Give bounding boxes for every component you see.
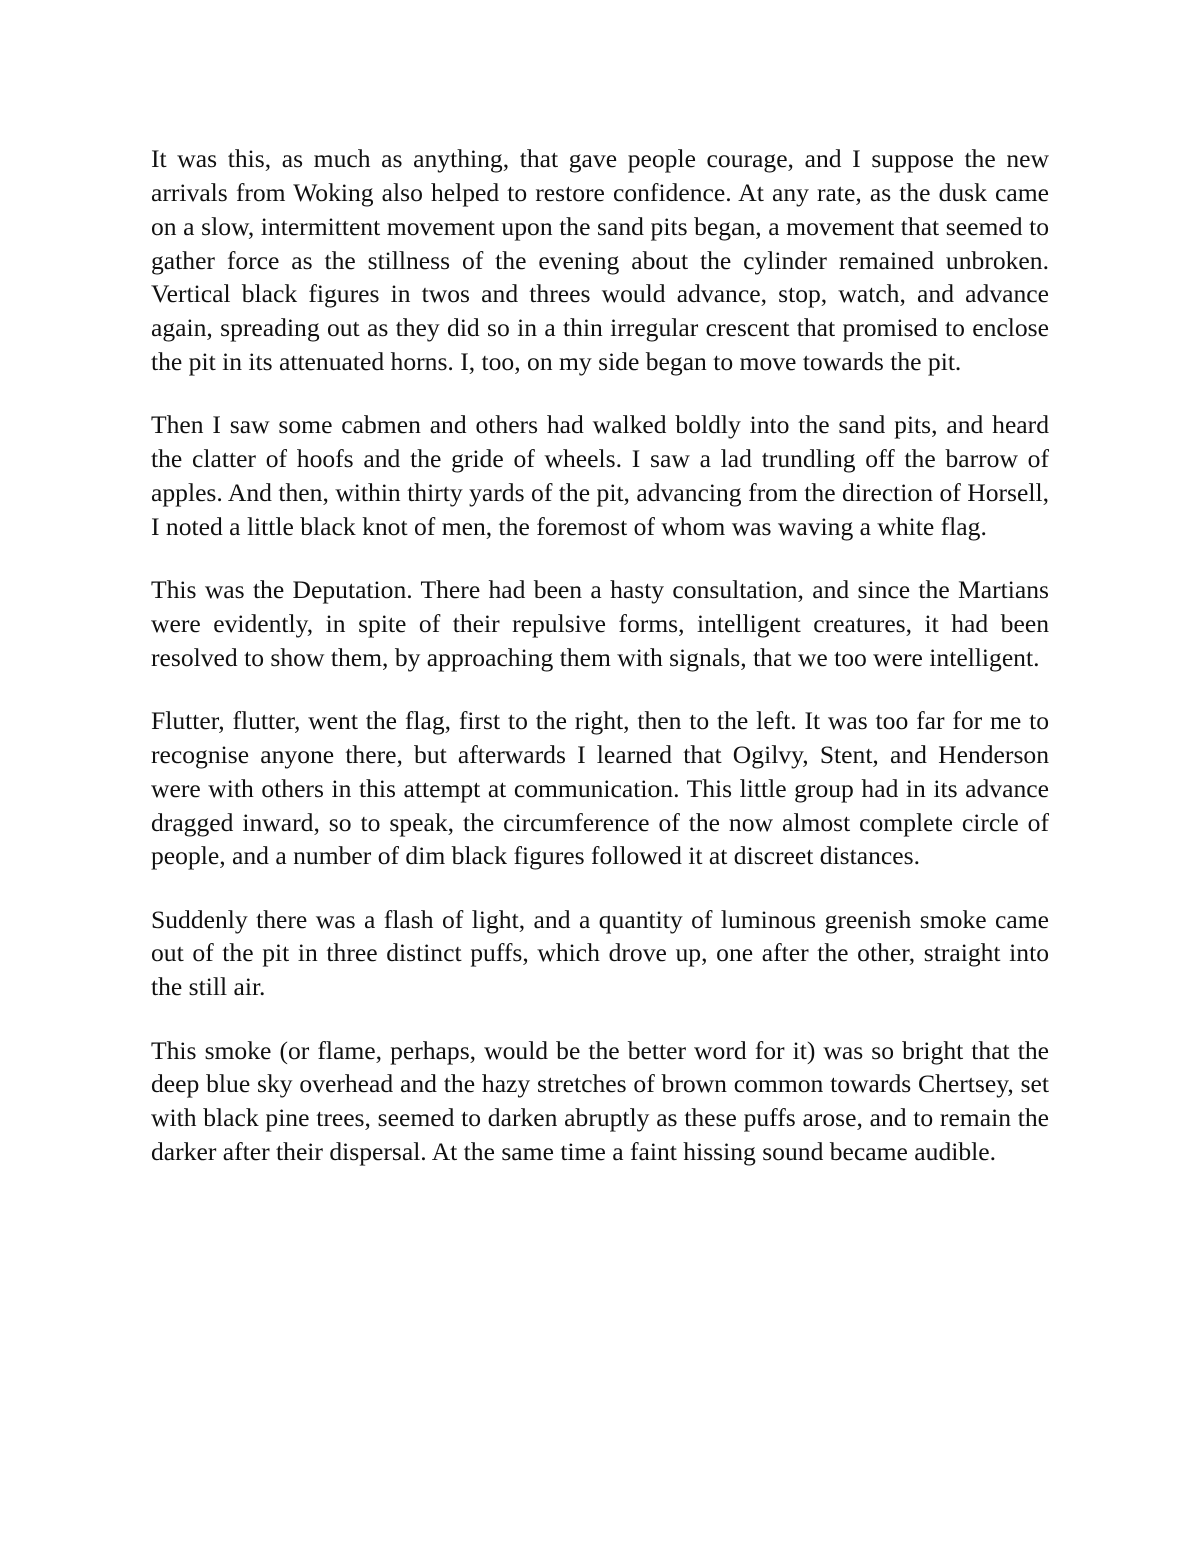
paragraph: Then I saw some cabmen and others had walked boldly into the sand pits, and heard the clatter of hoofs and the gride of wheels. I saw a lad trundling off the barrow of apples. And then, within thirty yards of the pit, advancing from the direction of Horsell, I noted a little black knot of men, the foremost of whom was waving a white flag. xyxy=(151,410,1049,541)
document-page xyxy=(151,142,1049,1198)
paragraph: Suddenly there was a flash of light, and a quantity of luminous greenish smoke came out of the pit in three distinct puffs, which drove up, one after the other, straight into the still air. xyxy=(151,904,1049,1002)
paragraph: This smoke (or flame, perhaps, would be the better word for it) was so bright that the deep blue sky overhead and the hazy stretches of brown common towards Chertsey, set with black pine trees, seemed to darken abruptly as these puffs arose, and to remain the darker after their dispersal. At the same time a faint hissing sound became audible. xyxy=(151,1035,1049,1167)
paragraph: Flutter, flutter, went the flag, first to the right, then to the left. It was too far for me to recognise anyone there, but afterwards I learned that Ogilvy, Stent, and Henderson were with others in this attempt at communication. This little group had in its advance dragged inward, so to speak, the circumference of the now almost complete circle of people, and a number of dim black figures followed it at discreet distances. xyxy=(151,705,1049,871)
paragraph: It was this, as much as anything, that gave people courage, and I suppose the new arrivals from Woking also helped to restore confidence. At any rate, as the dusk came on a slow, intermittent movement upon the sand pits began, a movement that seemed to gather force as the stillness of the evening about the cylinder remained unbroken. Vertical black figures in twos and threes would advance, stop, watch, and advance again, spreading out as they did so in a thin irregular crescent that promised to enclose the pit in its attenuated horns. I, too, on my side began to move towards the pit. xyxy=(151,144,1049,377)
paragraph: This was the Deputation. There had been a hasty consultation, and since the Martians were evidently, in spite of their repulsive forms, intelligent creatures, it had been resolved to show them, by approaching them with signals, that we too were intelligent. xyxy=(151,575,1049,672)
